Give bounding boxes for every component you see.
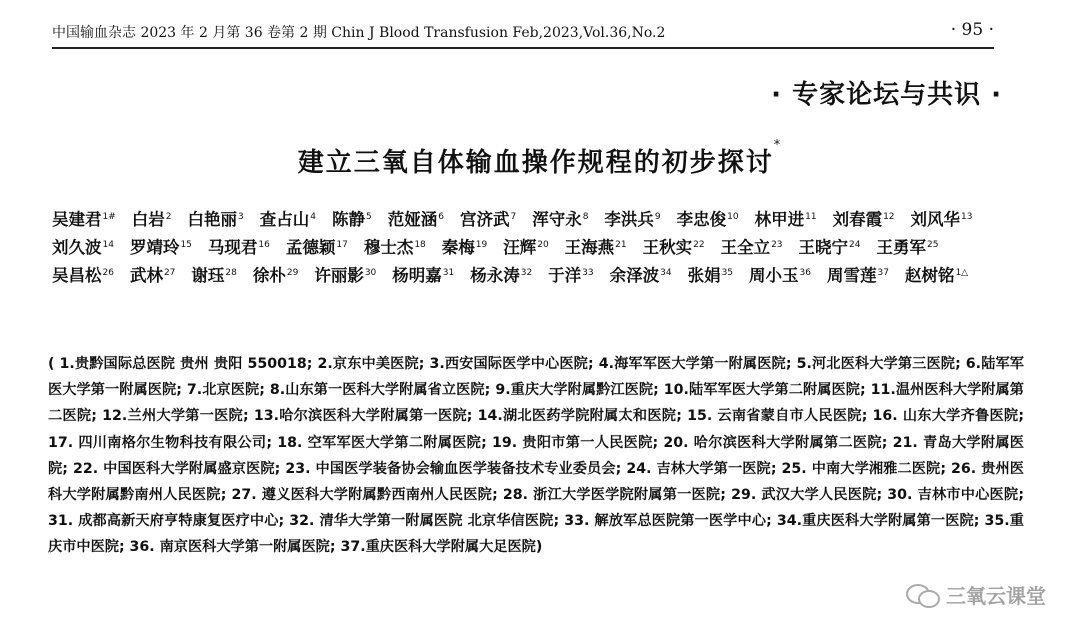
author	[286, 234, 348, 262]
author-name: 周小玉	[749, 266, 799, 285]
author	[677, 206, 739, 234]
author-affiliation-mark: 21	[615, 240, 627, 250]
author-affiliation-mark: 13	[961, 212, 973, 222]
author-affiliation-mark: 11	[805, 212, 817, 222]
author	[332, 206, 372, 234]
author-affiliation-mark: 3	[238, 212, 244, 222]
author-name: 陈静	[331, 210, 365, 229]
author	[833, 206, 895, 234]
author-affiliation-mark: 20	[537, 240, 549, 250]
author-name: 武林	[129, 266, 163, 285]
author-affiliation-mark: 1△	[955, 268, 969, 278]
wechat-icon	[906, 582, 940, 608]
author	[755, 206, 817, 234]
author-name: 张娟	[687, 266, 721, 285]
author-affiliation-mark: 5	[365, 212, 372, 222]
author	[132, 206, 172, 234]
author-name: 浑守永	[532, 210, 582, 229]
author-name: 王晓宁	[798, 238, 849, 257]
author-name: 王海燕	[564, 238, 615, 257]
author-name: 白艳丽	[187, 210, 238, 229]
author	[392, 262, 454, 290]
author-name: 杨明嘉	[392, 266, 442, 285]
author	[364, 234, 426, 262]
affiliations: ( 1.贵黔国际总医院 贵州 贵阳 550018; 2.京东中美医院; 3.西安国际医学中心医院; 4.海军军医大学第一附属医院; 5.河北医科大学第三医院; 6.陆军军医大学第一附属医院; 7.北京医院; 8.山东第一医科大学附属省立医院; 9.重庆大学附属黔江医院; 10.陆军军医大学第二附属医院; 11.温州医科大学附属第二医院; 12.兰州大学第一医院; 13.哈尔滨医科大学附属第一医院; 14.湖北医药学院附属太和医院; 15. 云南省蒙自市人民医院; 16. 山东大学齐鲁医院; 17. 四川南格尔生物科技有限公司; 18. 空军军医大学第二附属医院; 19. 贵阳市第一人民医院; 20. 哈尔滨医科大学附属第二医院; 21. 青岛大学附属医院; 22. 中国医科大学附属盛京医院; 23. 中国医学装备协会输血医学装备技术专业委员会; 24. 吉林大学第一医院; 25. 中南大学湘雅二医院; 26. 贵州医科大学附属黔南州人民医院; 27. 遵义医科大学附属黔西南州人民医院; 28. 浙江大学医学院附属第一医院; 29. 武汉大学人民医院; 30. 吉林市中心医院; 31. 成都高新天府亨特康复医疗中心; 32. 清华大学第一附属医院 北京华信医院; 33. 解放军总医院第一医学中心; 34.重庆医科大学附属第一医院; 35.重庆市中医院; 36. 南京医科大学第一附属医院; 37.重庆医科大学附属大足医院)	[48, 356, 1024, 556]
author-affiliation-mark: 1#	[102, 212, 116, 222]
author-list	[52, 206, 1012, 290]
watermark	[906, 580, 1046, 609]
author	[388, 206, 444, 234]
author-name: 谢珏	[191, 266, 225, 285]
author-affiliation-mark: 34	[660, 268, 672, 278]
author-name: 罗靖玲	[129, 238, 180, 257]
author	[610, 262, 672, 290]
page-number: · 95 ·	[950, 20, 994, 40]
author-affiliation-mark: 25	[926, 240, 939, 250]
author-affiliation-mark: 2	[165, 212, 172, 222]
author-name: 秦梅	[441, 238, 475, 257]
author-name: 白岩	[131, 210, 165, 229]
author	[253, 262, 298, 290]
author	[442, 234, 487, 262]
running-header	[52, 20, 994, 48]
author	[52, 234, 114, 262]
author-affiliation-mark: 23	[771, 240, 783, 250]
author	[460, 206, 516, 234]
author	[470, 262, 532, 290]
author-name: 宫济武	[459, 210, 510, 229]
author-name: 王全立	[720, 238, 771, 257]
author	[876, 234, 938, 262]
author	[548, 262, 593, 290]
author	[911, 206, 973, 234]
author-name: 查占山	[259, 210, 310, 229]
author-name: 范娅涵	[387, 210, 438, 229]
author-name: 许丽影	[314, 266, 364, 285]
author-affiliation-mark: 27	[163, 268, 176, 278]
author-name: 吴建君	[52, 210, 102, 229]
author	[604, 206, 660, 234]
article-title	[0, 138, 1080, 179]
author-affiliation-mark: 30	[364, 268, 377, 278]
author	[905, 262, 968, 290]
author-name: 徐朴	[252, 266, 286, 285]
author	[532, 206, 588, 234]
author-name: 刘风华	[910, 210, 961, 229]
author-name: 李洪兵	[604, 210, 654, 229]
author-affiliation-mark: 14	[102, 240, 114, 250]
author-name: 穆士杰	[363, 238, 414, 257]
author-name: 刘春霞	[832, 210, 883, 229]
author-affiliation-mark: 17	[336, 240, 348, 250]
author-name: 林甲进	[754, 210, 805, 229]
author-affiliation-mark: 8	[582, 212, 589, 222]
author-affiliation-mark: 15	[180, 240, 192, 250]
author	[827, 262, 889, 290]
author	[260, 206, 316, 234]
header-rule	[52, 47, 994, 49]
journal-info: 中国输血杂志 2023 年 2 月第 36 卷第 2 期 Chin J Blood Transfusion Feb,2023,Vol.36,No.2	[52, 25, 666, 41]
author-name: 赵树铭	[904, 266, 955, 285]
author	[688, 262, 733, 290]
author-name: 于洋	[548, 266, 582, 285]
author-affiliation-mark: 12	[883, 212, 895, 222]
author-affiliation-mark: 6	[438, 212, 444, 222]
author-affiliation-mark: 32	[520, 268, 533, 278]
title-text: 建立三氧自体输血操作规程的初步探讨	[297, 148, 774, 178]
author-affiliation-mark: 22	[693, 240, 705, 250]
author	[314, 262, 376, 290]
author-affiliation-mark: 10	[727, 212, 739, 222]
author-name: 杨永涛	[470, 266, 520, 285]
author	[643, 234, 705, 262]
author	[191, 262, 236, 290]
author-name: 余泽波	[609, 266, 660, 285]
author-affiliation-mark: 19	[475, 240, 488, 250]
author	[208, 234, 270, 262]
author-affiliation-mark: 9	[654, 212, 661, 222]
author-affiliation-mark: 29	[286, 268, 299, 278]
author-affiliation-mark: 18	[414, 240, 426, 250]
author-name: 汪辉	[503, 238, 537, 257]
author	[188, 206, 244, 234]
author	[52, 206, 116, 234]
author	[749, 262, 811, 290]
author-affiliation-mark: 7	[510, 212, 517, 222]
author-name: 马现君	[207, 238, 258, 257]
author	[503, 234, 548, 262]
author-name: 孟德颖	[285, 238, 336, 257]
author	[52, 262, 114, 290]
column-heading: · 专家论坛与共识 ·	[771, 80, 1002, 110]
author	[130, 234, 192, 262]
title-footnote-mark: *	[773, 138, 783, 153]
author-affiliation-mark: 16	[258, 240, 270, 250]
author-affiliation-mark: 35	[721, 268, 734, 278]
author-affiliation-mark: 24	[849, 240, 861, 250]
author-name: 李忠俊	[676, 210, 727, 229]
author-affiliation-mark: 28	[225, 268, 237, 278]
author	[721, 234, 783, 262]
author-name: 刘久波	[52, 238, 102, 257]
author-affiliation-mark: 31	[442, 268, 455, 278]
watermark-text: 三氧云课堂	[946, 584, 1046, 608]
author-affiliation-mark: 36	[799, 268, 811, 278]
author	[565, 234, 627, 262]
author	[130, 262, 175, 290]
author-affiliation-mark: 37	[877, 268, 889, 278]
author-name: 周雪莲	[826, 266, 877, 285]
author-name: 王秋实	[642, 238, 693, 257]
author-name: 吴昌松	[52, 266, 102, 285]
author-name: 王勇军	[876, 238, 926, 257]
author-affiliation-mark: 4	[310, 212, 316, 222]
author	[799, 234, 861, 262]
author-affiliation-mark: 33	[582, 268, 594, 278]
author-affiliation-mark: 26	[102, 268, 114, 278]
